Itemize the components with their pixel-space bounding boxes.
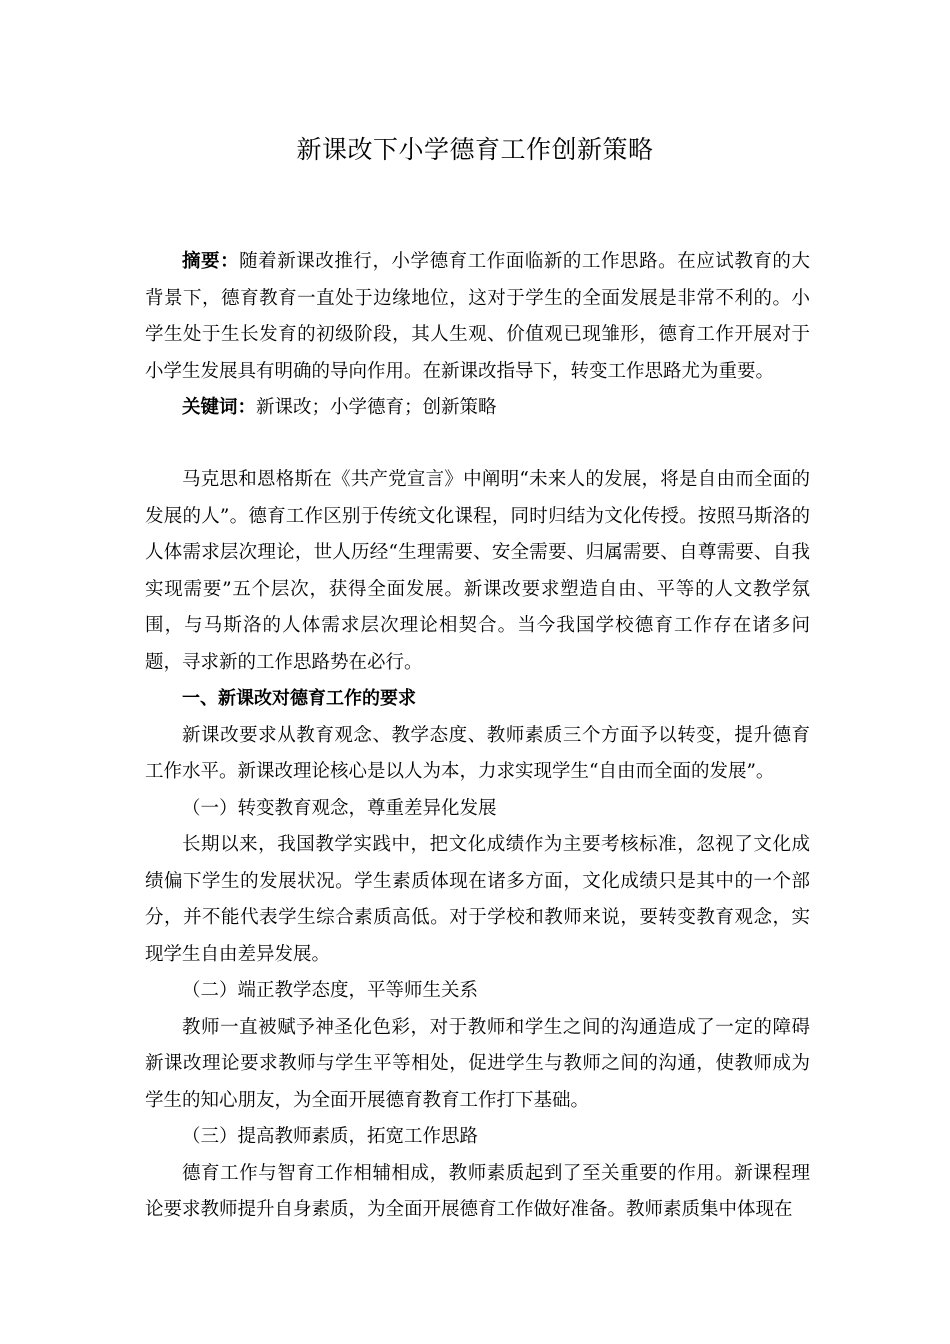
keywords-paragraph [145,390,810,427]
subsection-1-text: 长期以来，我国教学实践中，把文化成绩作为主要考核标准，忽视了文化成绩偏下学生的发展状况。学生素质体现在诸多方面，文化成绩只是其中的一个部分，并不能代表学生综合素质高低。对于学校和教师来说，要转变教育观念，实现学生自由差异发展。 [145,834,810,965]
section-1-heading: 一、新课改对德育工作的要求 [182,688,416,709]
intro-paragraph: 马克思和恩格斯在《共产党宣言》中阐明“未来人的发展，将是自由而全面的发展的人”。德育工作区别于传统文化课程，同时归结为文化传授。按照马斯洛的人体需求层次理论，世人历经“生理需要、安全需要、归属需要、自尊需要、自我实现需要”五个层次，获得全面发展。新课改要求塑造自由、平等的人文教学氛围，与马斯洛的人体需求层次理论相契合。当今我国学校德育工作存在诸多问题，寻求新的工作思路势在必行。 [145,469,810,673]
subsection-2-text: 教师一直被赋予神圣化色彩，对于教师和学生之间的沟通造成了一定的障碍新课改理论要求教师与学生平等相处，促进学生与教师之间的沟通，使教师成为学生的知心朋友，为全面开展德育教育工作打下基础。 [145,1016,810,1111]
section-1-intro: 新课改要求从教育观念、教学态度、教师素质三个方面予以转变，提升德育工作水平。新课改理论核心是以人为本，力求实现学生“自由而全面的发展”。 [145,724,810,782]
abstract-block [145,244,810,427]
document-title: 新课改下小学德育工作创新策略 [296,135,654,164]
abstract-text: 随着新课改推行，小学德育工作面临新的工作思路。在应试教育的大背景下，德育教育一直处于边缘地位，这对于学生的全面发展是非常不利的。小学生处于生长发育的初级阶段，其人生观、价值观已现雏形，德育工作开展对于小学生发展具有明确的导向作用。在新课改指导下，转变工作思路尤为重要。 [145,251,810,382]
subsection-3-heading: （三）提高教师素质，拓宽工作思路 [182,1126,479,1147]
abstract-paragraph [145,244,810,390]
subsection-3-text: 德育工作与智育工作相辅相成，教师素质起到了至关重要的作用。新课程理论要求教师提升自身素质，为全面开展德育工作做好准备。教师素质集中体现在 [145,1162,810,1220]
keywords-text: 新课改；小学德育；创新策略 [256,397,497,418]
abstract-label: 摘要： [182,251,240,272]
subsection-1-heading: （一）转变教育观念，尊重差异化发展 [182,797,497,819]
keywords-label: 关键词： [182,397,257,418]
subsection-2-heading: （二）端正教学态度，平等师生关系 [182,980,479,1001]
main-body [145,462,810,1229]
